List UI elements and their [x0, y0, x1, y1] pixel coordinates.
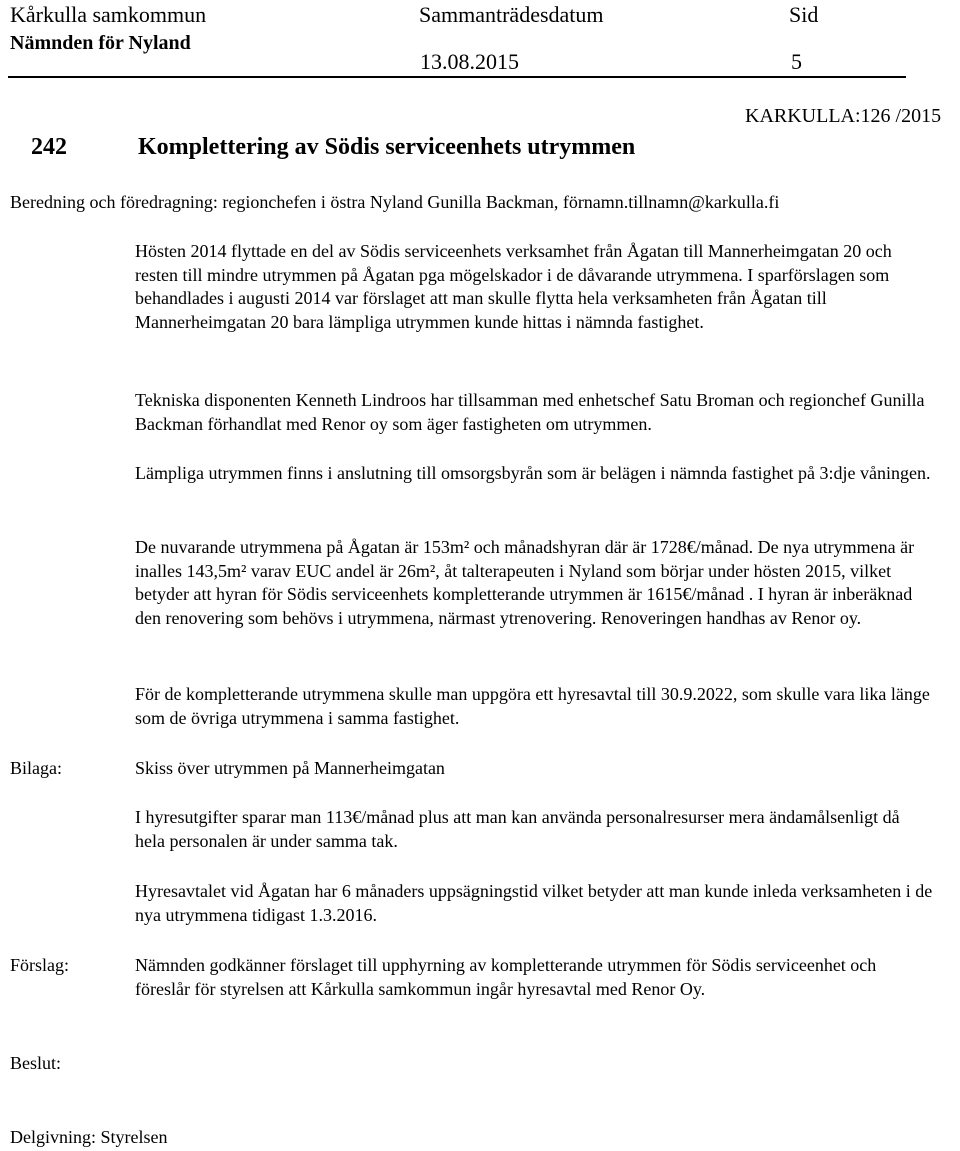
paragraph-savings: I hyresutgifter sparar man 113€/månad plus att man kan använda personalresurser mera ändamålsenligt då hela personalen är under samma tak. — [135, 807, 900, 851]
decision-label: Beslut: — [10, 1053, 62, 1073]
page-number: 5 — [791, 49, 802, 74]
paragraph-costs: De nuvarande utrymmena på Ågatan är 153m² och månadshyran där är 1728€/månad. De nya utrymmena är inalles 143,5m² varav EUC andel är 26m², åt talterapeuten i Nyland som börjar under hösten 2015, vilket betyder att hyran för Södis serviceenhets kompletterande utrymmen är 1615€/månad . I hyran är inberäknad den renovering som behövs i utrymmena, närmast ytrenovering. Renoveringen handhas av Renor oy. — [135, 537, 915, 628]
section-number: 242 — [31, 134, 67, 160]
attachment-text: Skiss över utrymmen på Mannerheimgatan — [135, 758, 445, 778]
paragraph-notice-period: Hyresavtalet vid Ågatan har 6 månaders uppsägningstid vilket betyder att man kunde inleda verksamheten i de nya utrymmena tidigast 1.3.2016. — [135, 881, 933, 925]
paragraph-background: Hösten 2014 flyttade en del av Södis serviceenhets verksamhet från Ågatan till Mannerheimgatan 20 och resten till mindre utrymmen på Ågatan pga mögelskador i de dåvarande utrymmena. I sparförslagen som behandlades i augusti 2014 var förslaget att man skulle flytta hela verksamheten från Ågatan till Mannerheimgatan 20 bara lämpliga utrymmen kunde hittas i nämnda fastighet. — [135, 241, 892, 332]
committee-name: Nämnden för Nyland — [10, 32, 191, 54]
paragraph-negotiation: Tekniska disponenten Kenneth Lindroos har tillsamman med enhetschef Satu Broman och regionchef Gunilla Backman förhandlat med Renor oy som äger fastigheten om utrymmen. — [135, 390, 925, 434]
case-reference: KARKULLA:126 /2015 — [745, 105, 942, 127]
preparation-line: Beredning och föredragning: regionchefen i östra Nyland Gunilla Backman, förnamn.tillnamn@karkulla.fi — [10, 192, 780, 212]
page-label: Sid — [789, 2, 819, 27]
paragraph-location: Lämpliga utrymmen finns i anslutning till omsorgsbyrån som är belägen i nämnda fastighet på 3:dje våningen. — [135, 463, 931, 483]
attachment-label: Bilaga: — [10, 758, 62, 778]
proposal-text: Nämnden godkänner förslaget till upphyrning av kompletterande utrymmen för Södis serviceenhet och föreslår för styrelsen att Kårkulla samkommun ingår hyresavtal med Renor Oy. — [135, 955, 877, 999]
organization-name: Kårkulla samkommun — [10, 2, 207, 27]
paragraph-lease-term: För de kompletterande utrymmena skulle man uppgöra ett hyresavtal till 30.9.2022, som skulle vara lika länge som de övriga utrymmena i samma fastighet. — [135, 684, 930, 728]
section-title: Komplettering av Södis serviceenhets utrymmen — [138, 134, 636, 160]
date-label: Sammanträdesdatum — [419, 2, 604, 27]
meeting-date: 13.08.2015 — [420, 49, 519, 74]
header-divider — [8, 76, 906, 78]
proposal-label: Förslag: — [10, 955, 70, 975]
delegation-line: Delgivning: Styrelsen — [10, 1127, 168, 1147]
